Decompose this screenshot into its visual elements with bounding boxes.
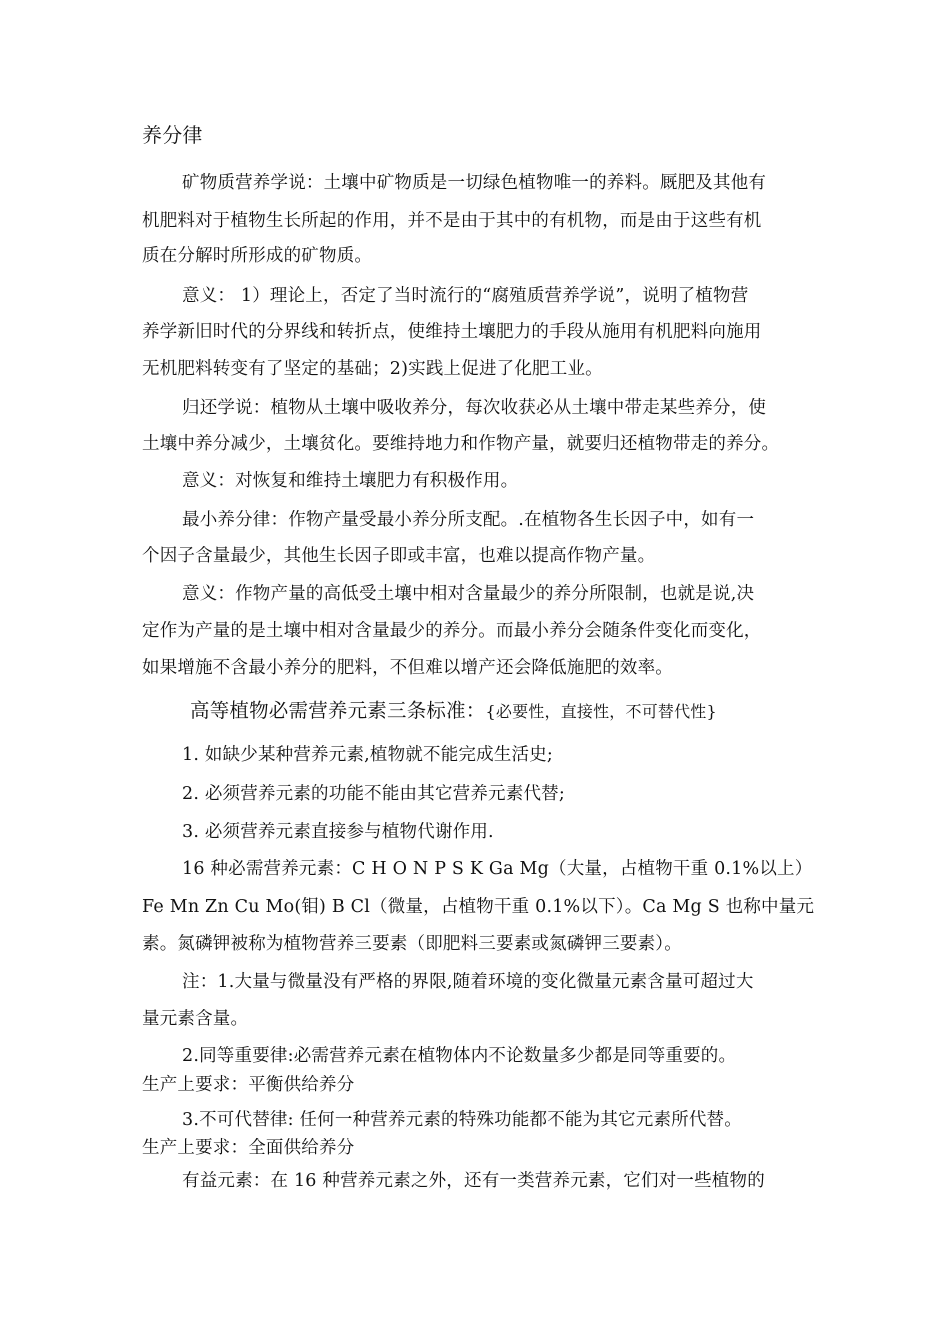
mineral-meaning-line-3: 无机肥料转变有了坚定的基础；2)实践上促进了化肥工业。	[142, 359, 603, 379]
elements-line-2: Fe Mn Zn Cu Mo(钼) B Cl（微量，占植物干重 0.1%以下）。Ca Mg S 也称中量元	[142, 897, 815, 917]
elements-line-1: 16 种必需营养元素：C H O N P S K Ga Mg（大量，占植物干重 0.1%以上）	[182, 859, 813, 879]
elements-line-3: 素。氮磷钾被称为植物营养三要素（即肥料三要素或氮磷钾三要素）。	[142, 934, 682, 954]
minimum-law-line-2: 个因子含量最少，其他生长因子即或丰富，也难以提高作物产量。	[142, 546, 656, 566]
return-theory-line-2: 土壤中养分减少，土壤贫化。要维持地力和作物产量，就要归还植物带走的养分。	[142, 434, 780, 454]
note-2: 2.同等重要律:必需营养元素在植物体内不论数量多少都是同等重要的。	[182, 1046, 737, 1066]
page-title: 养分律	[142, 123, 203, 147]
mineral-theory-line-2: 机肥料对于植物生长所起的作用，并不是由于其中的有机物，而是由于这些有机	[142, 211, 762, 231]
mineral-meaning-line-2: 养学新旧时代的分界线和转折点，使维持土壤肥力的手段从施用有机肥料向施用	[142, 322, 762, 342]
mineral-meaning-line-1: 意义： 1）理论上，否定了当时流行的“腐殖质营养学说”，说明了植物营	[182, 286, 749, 306]
return-meaning: 意义：对恢复和维持土壤肥力有积极作用。	[182, 471, 519, 491]
note-2-requirement: 生产上要求：平衡供给养分	[142, 1075, 355, 1095]
criteria-item-2: 2. 必须营养元素的功能不能由其它营养元素代替;	[182, 784, 565, 804]
minimum-meaning-line-3: 如果增施不含最小养分的肥料，不但难以增产还会降低施肥的效率。	[142, 658, 673, 678]
note-3: 3.不可代替律: 任何一种营养元素的特殊功能都不能为其它元素所代替。	[182, 1110, 742, 1130]
note-3-requirement: 生产上要求：全面供给养分	[142, 1138, 355, 1158]
mineral-theory-line-3: 质在分解时所形成的矿物质。	[142, 246, 373, 266]
minimum-law-line-1: 最小养分律：作物产量受最小养分所支配。.在植物各生长因子中，如有一	[182, 510, 755, 530]
minimum-meaning-line-2: 定作为产量的是土壤中相对含量最少的养分。而最小养分会随条件变化而变化，	[142, 621, 762, 641]
criteria-heading: 高等植物必需营养元素三条标准：	[190, 699, 486, 722]
note-1-line-1: 注：1.大量与微量没有严格的界限,随着环境的变化微量元素含量可超过大	[182, 972, 754, 992]
note-1-line-2: 量元素含量。	[142, 1009, 249, 1029]
mineral-theory-line-1: 矿物质营养学说：土壤中矿物质是一切绿色植物唯一的养料。厩肥及其他有	[182, 173, 767, 193]
beneficial-elements-line: 有益元素：在 16 种营养元素之外，还有一类营养元素，它们对一些植物的	[182, 1171, 765, 1191]
criteria-heading-line	[190, 700, 717, 723]
criteria-item-3: 3. 必须营养元素直接参与植物代谢作用.	[182, 822, 494, 842]
criteria-item-1: 1. 如缺少某种营养元素,植物就不能完成生活史;	[182, 745, 554, 765]
minimum-meaning-line-1: 意义：作物产量的高低受土壤中相对含量最少的养分所限制，也就是说,决	[182, 584, 755, 604]
criteria-note: {必要性，直接性，不可替代性}	[485, 702, 717, 721]
return-theory-line-1: 归还学说：植物从土壤中吸收养分，每次收获必从土壤中带走某些养分，使	[182, 398, 767, 418]
